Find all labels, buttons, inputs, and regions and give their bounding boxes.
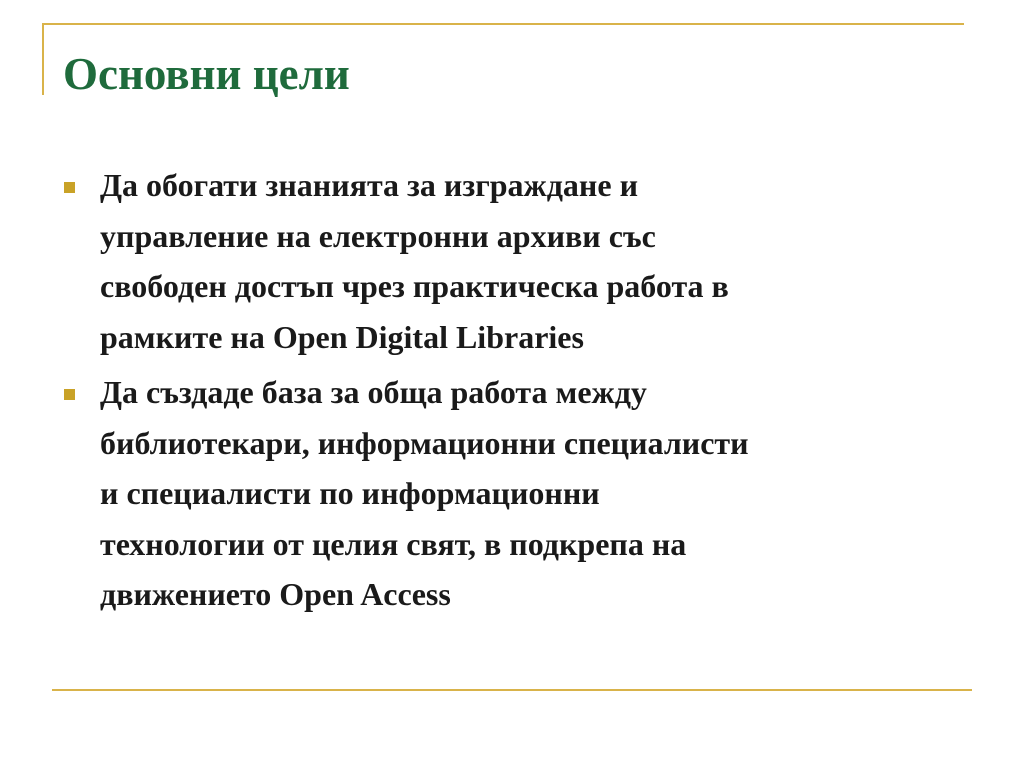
bullet-text — [100, 367, 974, 620]
bullet-line: Да създаде база за обща работа между — [100, 374, 647, 410]
bullet-line: рамките на Open Digital Libraries — [100, 318, 584, 355]
bullet-item — [64, 367, 974, 620]
square-bullet-icon — [64, 182, 75, 193]
bullet-line: технологии от целия свят, в подкрепа на — [100, 525, 687, 562]
bullet-line: библиотекари, информационни специалисти — [100, 424, 749, 461]
bullet-list — [64, 160, 974, 625]
bullet-text — [100, 160, 974, 362]
slide-title: Основни цели — [63, 49, 350, 99]
top-rule — [42, 23, 964, 25]
bullet-line: и специалисти по информационни — [100, 475, 600, 511]
bullet-line: управление на електронни архиви със — [100, 217, 656, 254]
square-bullet-icon — [64, 389, 75, 400]
bullet-line: Да обогати знанията за изграждане и — [100, 167, 638, 203]
bullet-line: движението Open Access — [100, 576, 451, 612]
left-rule — [42, 23, 44, 95]
bullet-line: свободен достъп чрез практическа работа в — [100, 268, 729, 304]
bottom-rule — [52, 689, 972, 691]
bullet-item — [64, 160, 974, 362]
